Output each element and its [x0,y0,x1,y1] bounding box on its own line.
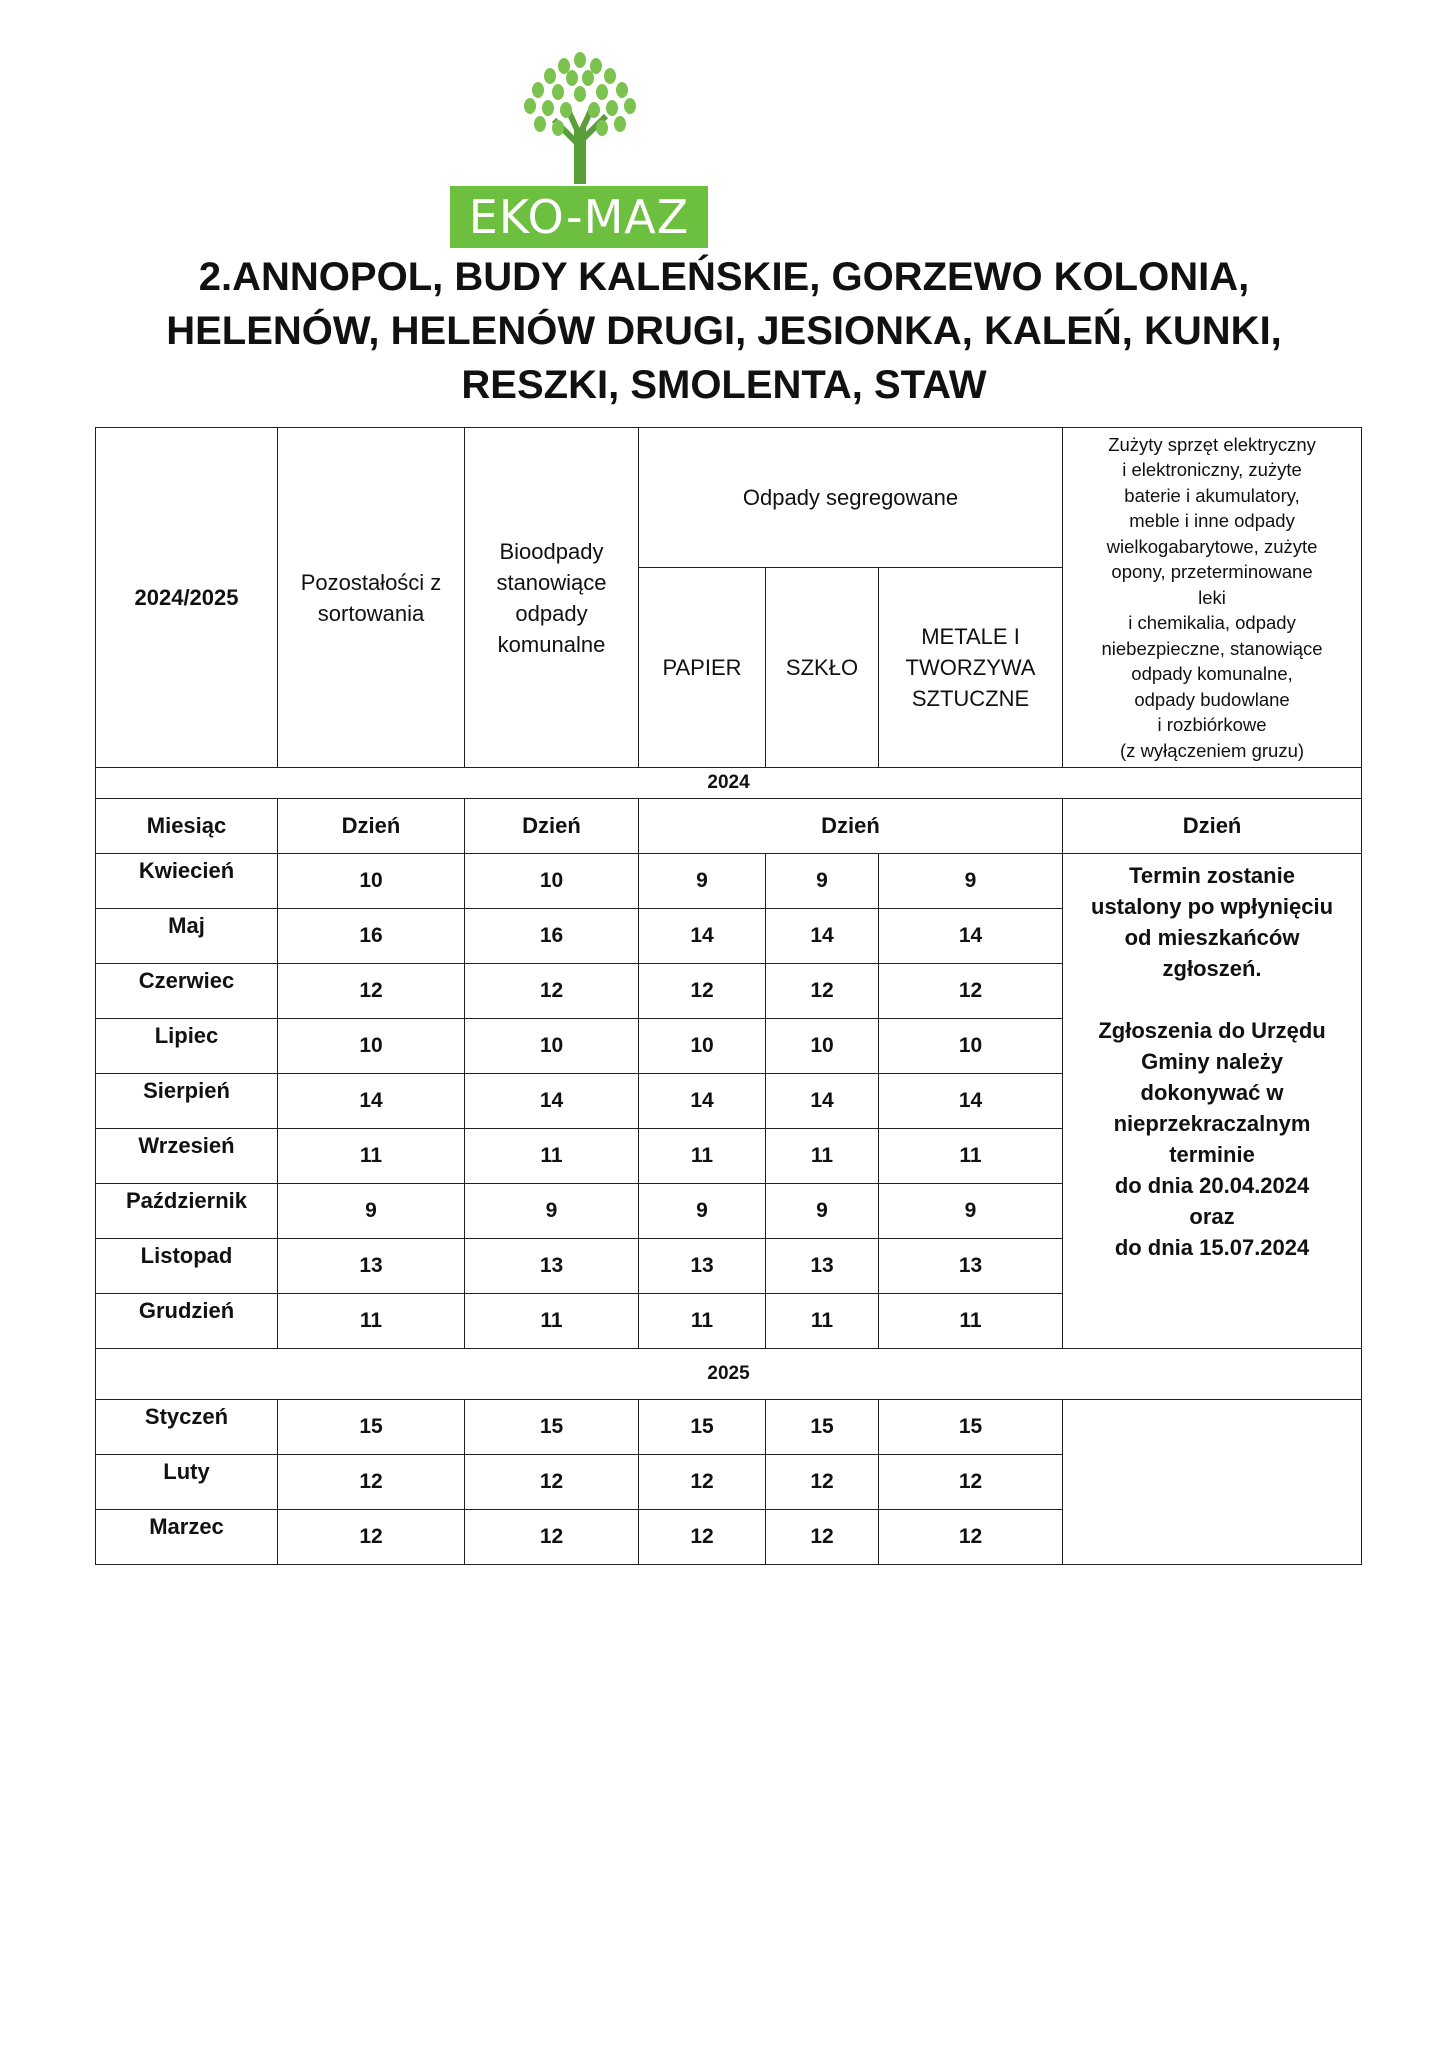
day-cell: 12 [639,1510,766,1565]
note-line: nieprzekraczalnym [1113,1111,1311,1136]
day-cell: 10 [465,1019,639,1074]
bulky-line: leki [1198,586,1226,608]
bulky-lines [1063,432,1361,764]
day-cell: 12 [766,1510,879,1565]
day-cell: 14 [465,1074,639,1129]
day-cell: 11 [465,1294,639,1349]
day-cell: 11 [639,1294,766,1349]
day-cell: 12 [639,964,766,1019]
tree-icon [450,50,710,190]
day-cell: 13 [278,1239,465,1294]
header-segregated: Odpady segregowane [639,428,1063,568]
month-cell: Sierpień [96,1074,278,1129]
day-cell: 11 [278,1129,465,1184]
empty-note-cell [1063,1400,1362,1565]
note-line: Termin zostanie [1129,863,1295,888]
day-cell: 10 [766,1019,879,1074]
bulky-line: Zużyty sprzęt elektryczny [1108,433,1316,455]
day-cell: 14 [639,1074,766,1129]
day-cell: 12 [465,1455,639,1510]
day-cell: 11 [278,1294,465,1349]
day-cell: 13 [465,1239,639,1294]
note-line [1063,984,1361,1015]
note-line: do dnia 15.07.2024 [1114,1235,1310,1260]
bulky-line: wielkogabarytowe, zużyte [1106,535,1318,557]
note-line: od mieszkańców [1124,925,1300,950]
day-label: Dzień [465,799,639,854]
day-cell: 12 [465,964,639,1019]
bulky-line: (z wyłączeniem gruzu) [1120,739,1305,761]
day-cell: 14 [766,1074,879,1129]
day-cell: 12 [278,1510,465,1565]
day-cell: 11 [639,1129,766,1184]
day-cell: 10 [278,854,465,909]
day-cell: 9 [766,854,879,909]
day-cell: 15 [879,1400,1063,1455]
note-line: ustalony po wpłynięciu [1091,894,1334,919]
day-cell: 9 [766,1184,879,1239]
day-cell: 9 [879,854,1063,909]
day-cell: 13 [639,1239,766,1294]
header-bio: Bioodpady stanowiące odpady komunalne [465,428,639,768]
note-line: zgłoszeń. [1162,956,1262,981]
table-row [96,1400,1362,1455]
collection-schedule-table [95,427,1362,1565]
month-cell: Lipiec [96,1019,278,1074]
note-line: Gminy należy [1141,1049,1283,1074]
day-cell: 14 [639,909,766,964]
brand-name: EKO-MAZ [450,186,708,248]
day-cell: 12 [879,964,1063,1019]
month-cell: Wrzesień [96,1129,278,1184]
day-cell: 9 [278,1184,465,1239]
day-cell: 9 [465,1184,639,1239]
day-cell: 12 [278,1455,465,1510]
day-cell: 10 [879,1019,1063,1074]
rows-2025 [96,1400,1362,1565]
bulky-line: i rozbiórkowe [1157,714,1267,736]
rows-2024 [96,854,1362,1349]
day-cell: 12 [766,1455,879,1510]
day-cell: 15 [465,1400,639,1455]
bulky-line: meble i inne odpady [1129,510,1295,532]
day-cell: 10 [465,854,639,909]
note-line: Zgłoszenia do Urzędu [1098,1018,1326,1043]
day-cell: 16 [465,909,639,964]
day-cell: 15 [639,1400,766,1455]
bulky-line: odpady budowlane [1134,688,1290,710]
table-row [96,854,1362,909]
header-residual: Pozostałości z sortowania [278,428,465,768]
page-title [80,250,1368,412]
header-metal: METALE I TWORZYWA SZTUCZNE [879,568,1063,768]
day-cell: 13 [766,1239,879,1294]
month-cell: Kwiecień [96,854,278,909]
month-cell: Marzec [96,1510,278,1565]
day-cell: 11 [465,1129,639,1184]
title-line-2: HELENÓW, HELENÓW DRUGI, JESIONKA, KALEŃ, KUNKI, [166,309,1282,353]
year-2024-label: 2024 [96,768,1362,799]
day-cell: 9 [639,854,766,909]
day-cell: 12 [278,964,465,1019]
day-cell: 10 [639,1019,766,1074]
month-cell: Styczeń [96,1400,278,1455]
month-cell: Listopad [96,1239,278,1294]
day-cell: 11 [766,1294,879,1349]
day-cell: 11 [879,1129,1063,1184]
note-line: do dnia 20.04.2024 [1114,1173,1310,1198]
month-cell: Luty [96,1455,278,1510]
day-cell: 12 [639,1455,766,1510]
note-line: terminie [1169,1142,1255,1167]
month-cell: Grudzień [96,1294,278,1349]
header-bulky [1063,428,1362,768]
day-cell: 9 [879,1184,1063,1239]
day-cell: 12 [879,1455,1063,1510]
title-line-1: 2.ANNOPOL, BUDY KALEŃSKIE, GORZEWO KOLONIA, [198,255,1250,299]
day-cell: 11 [879,1294,1063,1349]
title-line-3: RESZKI, SMOLENTA, STAW [461,363,987,407]
day-label: Dzień [639,799,1063,854]
month-cell: Czerwiec [96,964,278,1019]
header-glass: SZKŁO [766,568,879,768]
month-cell: Maj [96,909,278,964]
day-cell: 16 [278,909,465,964]
note-line: dokonywać w [1140,1080,1284,1105]
bulky-line: baterie i akumulatory, [1124,484,1300,506]
day-cell: 14 [879,909,1063,964]
day-label: Dzień [1063,799,1362,854]
day-cell: 15 [278,1400,465,1455]
day-label: Dzień [278,799,465,854]
eko-maz-logo [450,50,710,250]
bulky-note [1063,854,1362,1349]
bulky-line: i elektroniczny, zużyte [1122,459,1302,481]
day-cell: 12 [465,1510,639,1565]
day-cell: 15 [766,1400,879,1455]
header-period: 2024/2025 [96,428,278,768]
day-cell: 12 [879,1510,1063,1565]
day-cell: 14 [766,909,879,964]
year-2025-label: 2025 [96,1349,1362,1400]
day-cell: 11 [766,1129,879,1184]
month-label: Miesiąc [96,799,278,854]
month-cell: Październik [96,1184,278,1239]
header-paper: PAPIER [639,568,766,768]
bulky-line: i chemikalia, odpady [1128,612,1296,634]
day-cell: 10 [278,1019,465,1074]
day-cell: 13 [879,1239,1063,1294]
note-line: oraz [1189,1204,1235,1229]
day-cell: 14 [278,1074,465,1129]
day-cell: 12 [766,964,879,1019]
bulky-line: opony, przeterminowane [1111,561,1313,583]
day-cell: 14 [879,1074,1063,1129]
day-cell: 9 [639,1184,766,1239]
bulky-line: niebezpieczne, stanowiące [1101,637,1323,659]
bulky-line: odpady komunalne, [1131,663,1293,685]
